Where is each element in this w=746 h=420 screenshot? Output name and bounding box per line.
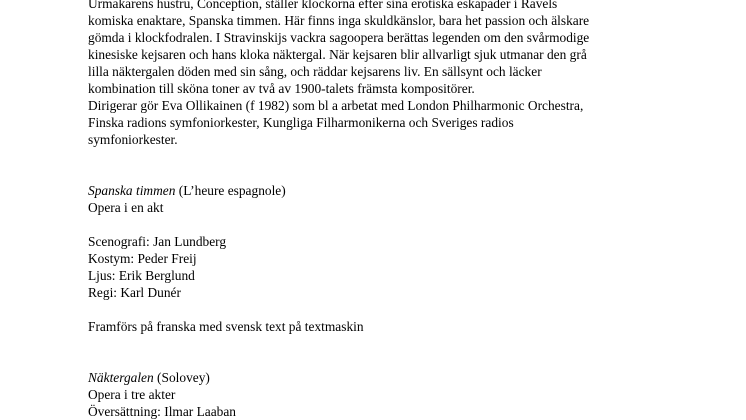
spanska-timmen-section: [88, 182, 708, 335]
document-page: [88, 0, 708, 420]
spanska-timmen-subtitle: Opera i en akt: [88, 200, 164, 215]
performance-note: Framförs på franska med svensk text på textmaskin: [88, 319, 364, 334]
intro-paragraph: [88, 0, 708, 97]
conductor-line: symfoniorkester.: [88, 132, 178, 147]
intro-line: gömda i klockfodralen. I Stravinskijs vackra sagoopera berättas legenden om den svårmodige: [88, 30, 590, 45]
credit-kostym: Kostym: Peder Freij: [88, 251, 197, 266]
spacer: [88, 301, 708, 318]
conductor-paragraph: [88, 97, 708, 148]
naktergalen-heading: [88, 369, 708, 386]
credit-ljus: Ljus: Erik Berglund: [88, 268, 195, 283]
intro-line: komiska enaktare, Spanska timmen. Här finns inga skuldkänslor, bara het passion och älskare: [88, 13, 590, 28]
naktergalen-title: Näktergalen: [88, 370, 154, 385]
credit-regi: Regi: Karl Dunér: [88, 285, 181, 300]
section-spacer: [88, 148, 708, 182]
spacer: [88, 216, 708, 233]
intro-line: Urmakarens hustru, Conception, ställer klockorna efter sina erotiska eskapader i Ravels: [88, 0, 558, 11]
spanska-timmen-title: Spanska timmen: [88, 183, 176, 198]
intro-line: kinesiske kejsaren och hans kloka näktergal. När kejsaren blir allvarligt sjuk utmanar den grå: [88, 47, 587, 62]
naktergalen-subtitle: Opera i tre akter: [88, 387, 176, 402]
credit-scenografi: Scenografi: Jan Lundberg: [88, 234, 227, 249]
spanska-timmen-original-title: (L’heure espagnole): [175, 183, 286, 198]
naktergalen-section: [88, 369, 708, 420]
naktergalen-original-title: (Solovey): [153, 370, 210, 385]
spanska-timmen-heading: [88, 182, 708, 199]
intro-line: kombination till sköna toner av två av 1900-talets främsta kompositörer.: [88, 81, 475, 96]
section-spacer: [88, 335, 708, 369]
naktergalen-translation: Översättning: Ilmar Laaban: [88, 404, 236, 419]
conductor-line: Dirigerar gör Eva Ollikainen (f 1982) som bl a arbetat med London Philharmonic Orchestra,: [88, 98, 584, 113]
conductor-line: Finska radions symfoniorkester, Kungliga Filharmonikerna och Sveriges radios: [88, 115, 514, 130]
intro-line: lilla näktergalen döden med sin sång, och räddar kejsarens liv. En sällsynt och läcker: [88, 64, 542, 79]
